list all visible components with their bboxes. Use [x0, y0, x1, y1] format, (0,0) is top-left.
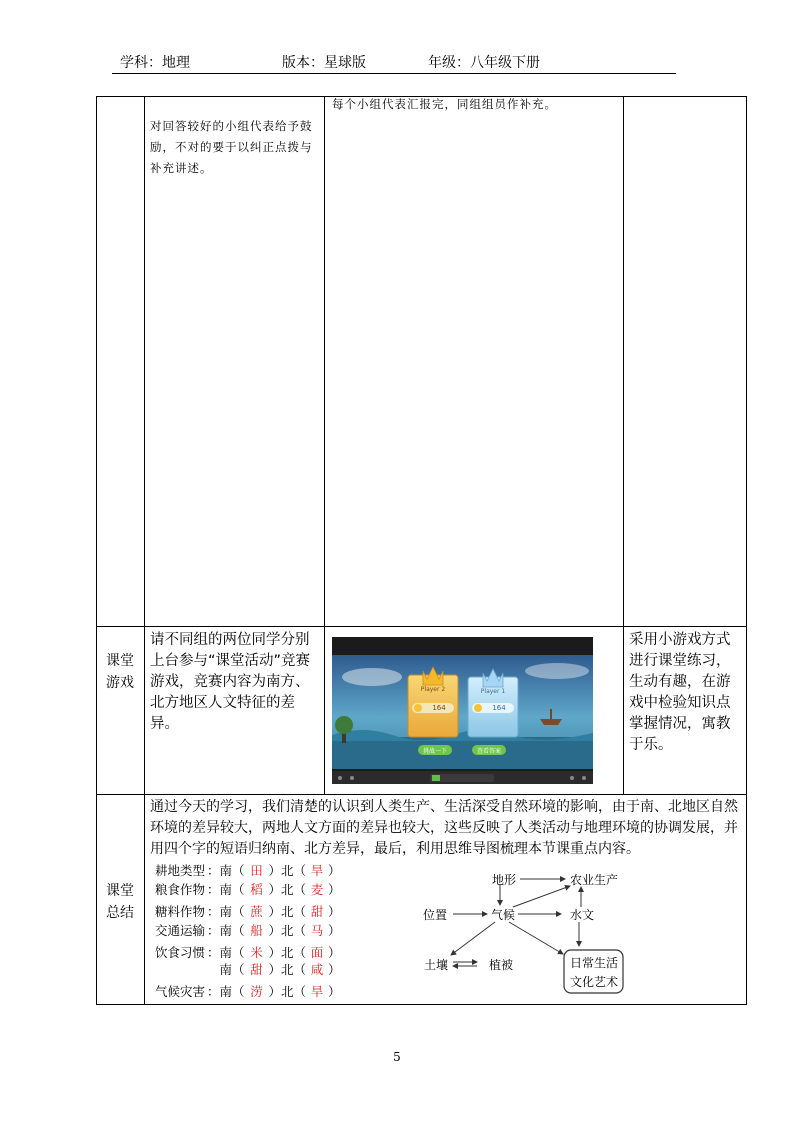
- north-value: 甜: [310, 904, 324, 919]
- student-activity: 每个小组代表汇报完，同组组员作补充。: [332, 97, 557, 111]
- north-prefix: ）北（: [268, 904, 307, 919]
- south-value: 船: [250, 923, 263, 938]
- north-prefix: ）北（: [268, 882, 307, 897]
- south-value: 涝: [250, 984, 263, 999]
- teacher-note: 对回答较好的小组代表给予鼓励，不对的要于以纠正点拨与补充讲述。: [150, 119, 313, 175]
- challenge-button: 挑战一下: [422, 748, 447, 755]
- comparison-row: [155, 960, 341, 978]
- game-teacher-text: 请不同组的两位同学分别上台参与“课堂活动”竞赛游戏，竞赛内容为南方、北方地区人文特征的差异。: [150, 632, 311, 732]
- node-soil: 土壤: [424, 958, 449, 972]
- summary-text: 通过今天的学习，我们清楚的认识到人类生产、生活深受自然环境的影响，由于南、北地区自然环境的差异较大，两地人文方面的差异也较大，这些反映了人类活动与地理环境的协调发展，并用四个字的短语归纳南、北方差异，最后，利用思维导图梳理本节课重点内容。: [150, 799, 738, 857]
- player-right-score: 164: [492, 704, 506, 712]
- node-culture-art: 文化艺术: [570, 975, 619, 989]
- closing-paren: ）: [328, 863, 341, 878]
- header-grade: 年级：八年级下册: [428, 55, 540, 71]
- south-value: 蔗: [250, 904, 263, 919]
- comparison-row: [155, 943, 341, 961]
- north-value: 旱: [310, 863, 324, 878]
- comparison-category: 耕地类型: [155, 863, 206, 878]
- node-climate: 气候: [491, 908, 516, 922]
- comparison-row: [155, 861, 341, 879]
- south-prefix: 南（: [219, 923, 245, 938]
- north-prefix: ）北（: [268, 863, 307, 878]
- node-terrain: 地形: [492, 873, 517, 887]
- game-scene: [332, 637, 593, 784]
- node-vegetation: 植被: [489, 958, 514, 972]
- game-screenshot: [332, 637, 593, 784]
- north-value: 面: [310, 945, 324, 960]
- comparison-category: 粮食作物: [155, 882, 206, 897]
- south-prefix: 南（: [219, 945, 245, 960]
- player-left-name: Player 2: [420, 686, 446, 693]
- header-rule: [112, 73, 676, 74]
- game-intent-text: 采用小游戏方式进行课堂练习，生动有趣，在游戏中检验知识点掌握情况，寓教于乐。: [629, 632, 731, 753]
- south-value: 甜: [250, 962, 263, 977]
- node-agriculture: 农业生产: [570, 873, 619, 887]
- closing-paren: ）: [328, 962, 341, 977]
- south-prefix: 南（: [219, 904, 245, 919]
- view-answer-button: 查看答案: [476, 748, 501, 755]
- south-value: 稻: [250, 882, 263, 897]
- colon: ：: [207, 984, 220, 999]
- player-right-name: Player 1: [480, 688, 506, 695]
- closing-paren: ）: [328, 882, 341, 897]
- page-number: 5: [393, 1050, 401, 1064]
- row-label-game: 课堂 游戏: [106, 653, 134, 691]
- comparison-row: [155, 921, 341, 939]
- node-location: 位置: [423, 908, 448, 922]
- colon: [207, 962, 220, 977]
- north-value: 旱: [310, 984, 324, 999]
- comparison-row: [155, 902, 341, 920]
- north-value: 咸: [310, 962, 324, 977]
- colon: ：: [207, 904, 220, 919]
- south-prefix: 南（: [219, 863, 245, 878]
- south-value: 米: [250, 945, 263, 960]
- colon: ：: [207, 923, 220, 938]
- header-subject: 学科：地理: [120, 55, 190, 71]
- node-hydrology: 水文: [570, 908, 595, 922]
- player-left-score: 164: [432, 704, 446, 712]
- comparison-row: [155, 880, 341, 898]
- north-prefix: ）北（: [268, 984, 307, 999]
- south-value: 田: [250, 863, 263, 878]
- closing-paren: ）: [328, 945, 341, 960]
- row-label-summary: 课堂 总结: [106, 883, 134, 921]
- north-prefix: ）北（: [268, 923, 307, 938]
- north-value: 马: [310, 923, 324, 938]
- closing-paren: ）: [328, 984, 341, 999]
- mindmap-arrows: [415, 862, 665, 997]
- south-prefix: 南（: [219, 882, 245, 897]
- colon: ：: [207, 882, 220, 897]
- north-prefix: ）北（: [268, 945, 307, 960]
- comparison-category: 气候灾害: [155, 984, 206, 999]
- north-value: 麦: [310, 882, 324, 897]
- node-daily-life: 日常生活: [570, 956, 619, 970]
- colon: ：: [207, 863, 220, 878]
- closing-paren: ）: [328, 923, 341, 938]
- south-prefix: 南（: [219, 984, 245, 999]
- closing-paren: ）: [328, 904, 341, 919]
- colon: ：: [207, 945, 220, 960]
- comparison-category: 交通运输: [155, 923, 206, 938]
- comparison-row: [155, 982, 341, 1000]
- header-edition: 版本：星球版: [282, 55, 366, 71]
- south-prefix: 南（: [219, 962, 245, 977]
- north-prefix: ）北（: [268, 962, 307, 977]
- comparison-category: 饮食习惯: [155, 945, 206, 960]
- comparison-category: 糖料作物: [155, 904, 206, 919]
